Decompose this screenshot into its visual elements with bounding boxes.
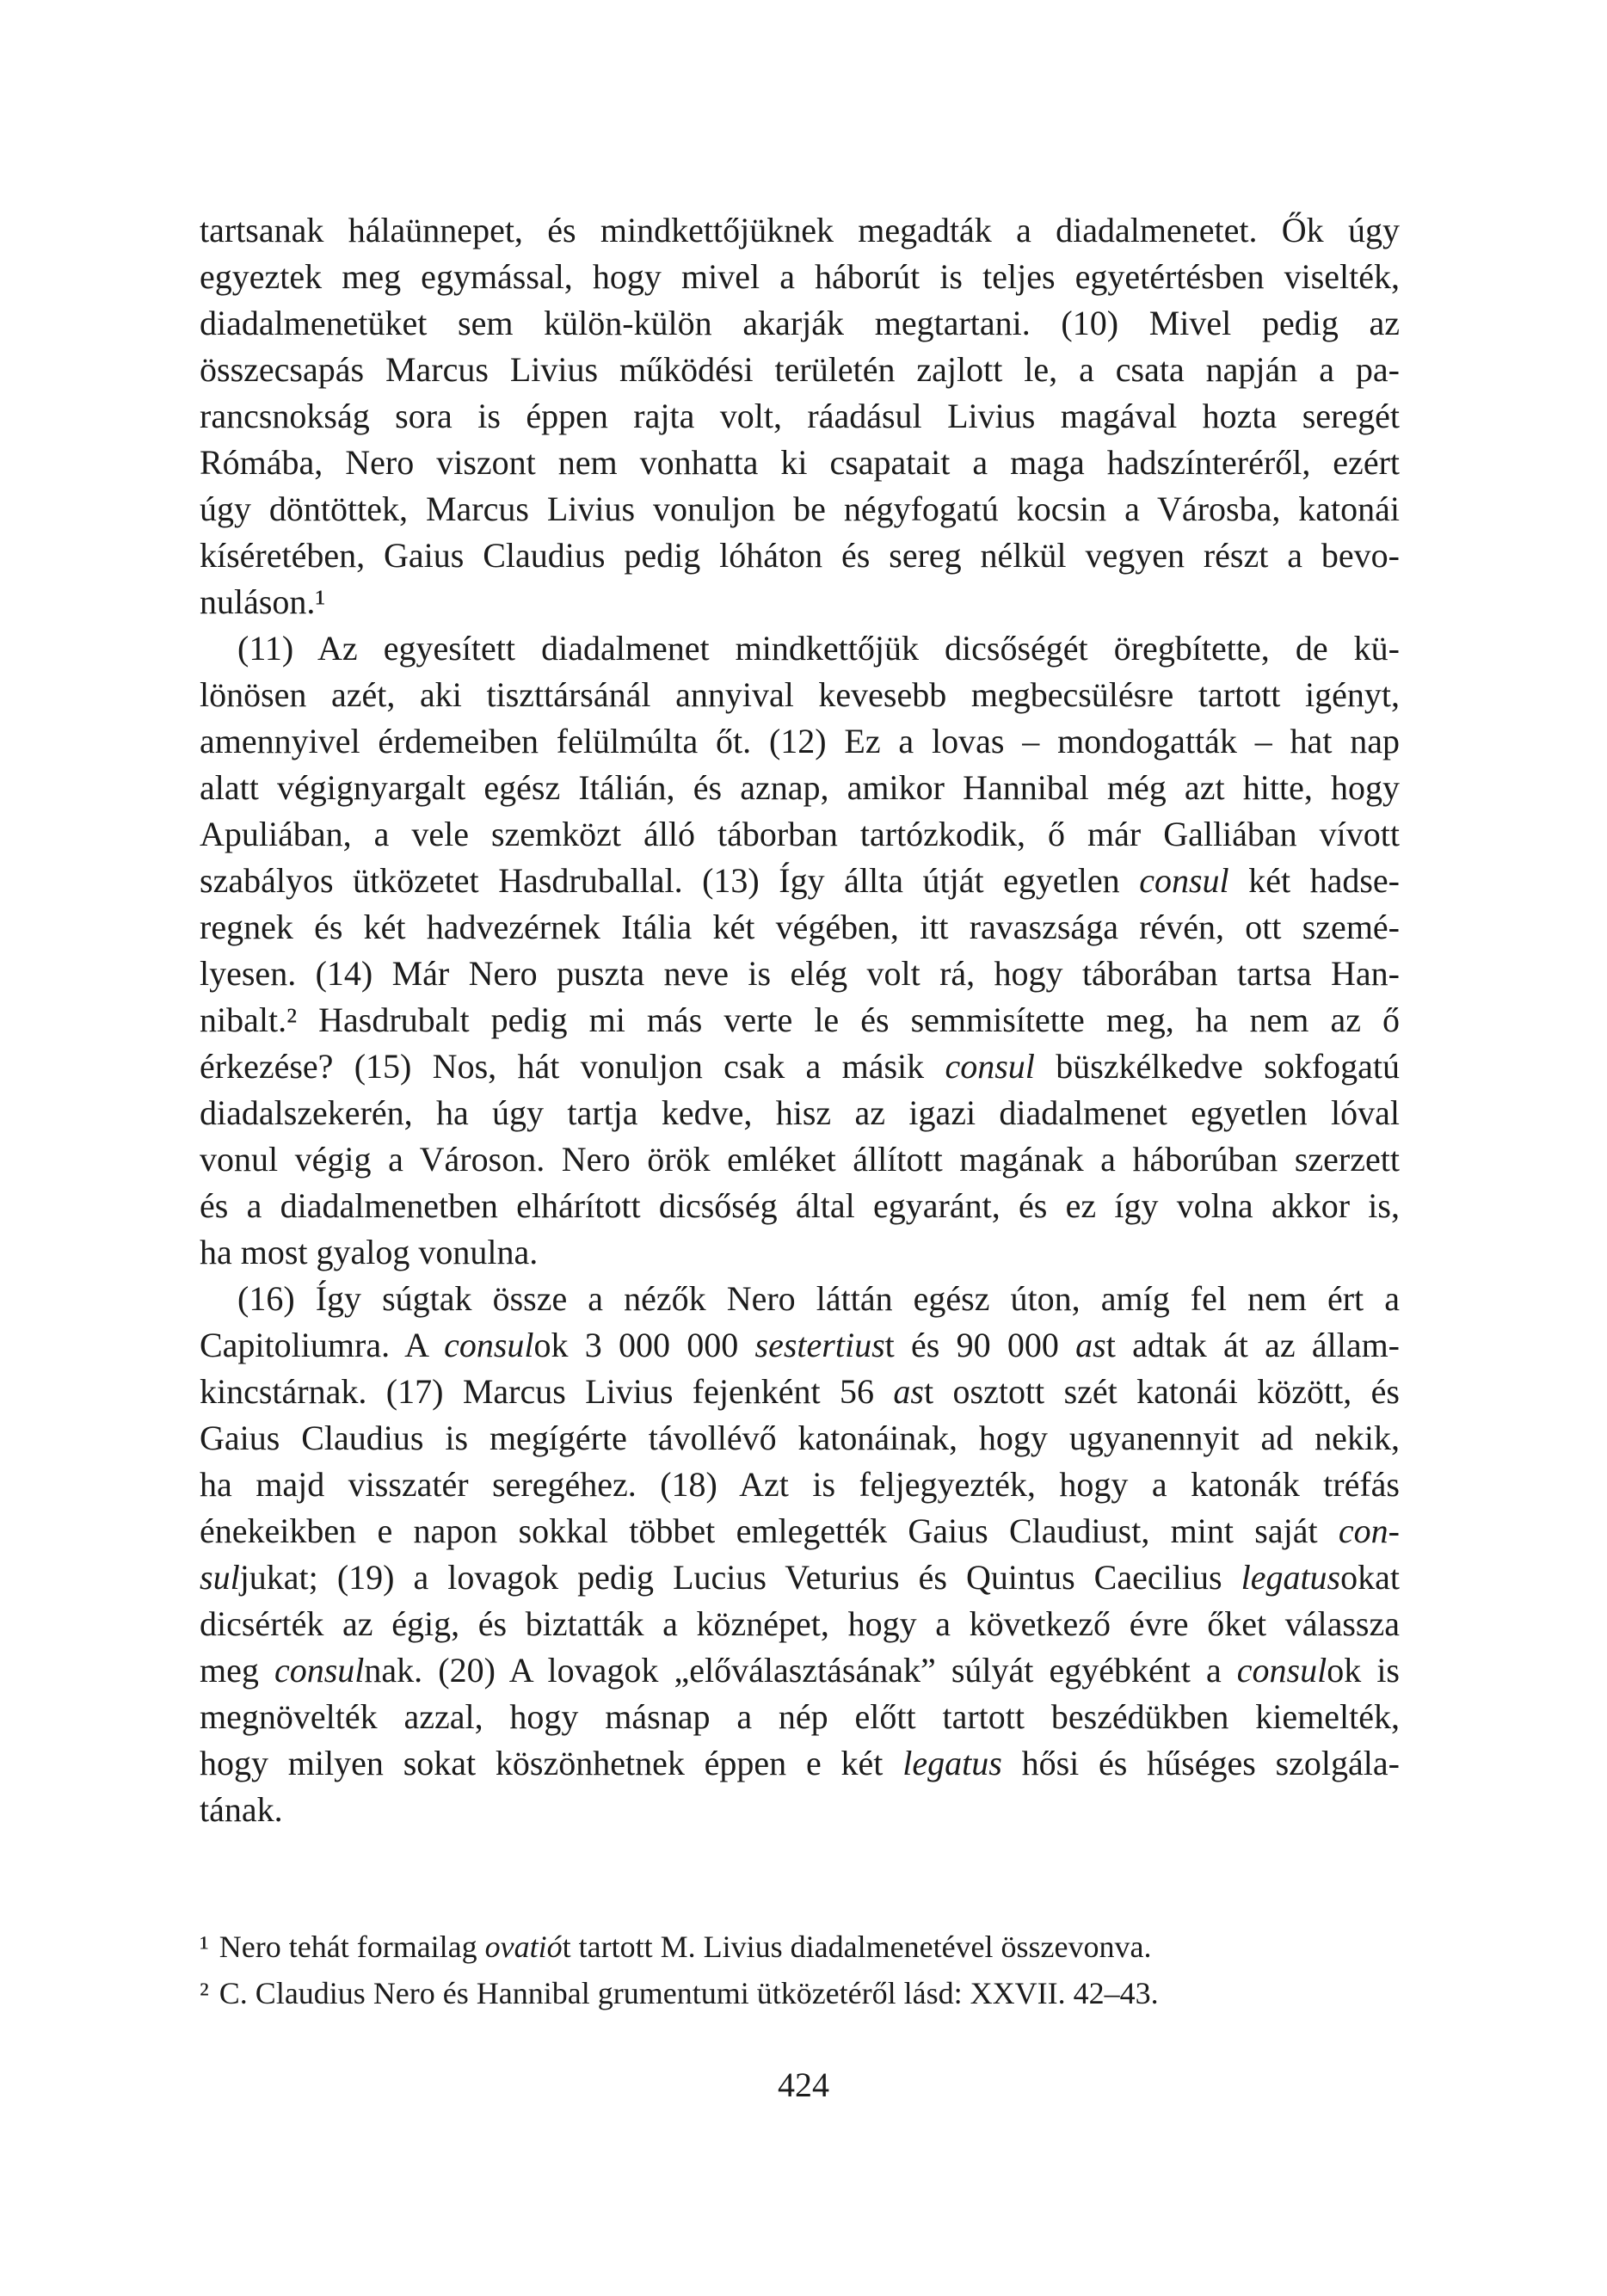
text-line: regnek és két hadvezérnek Itália két végében, itt ravaszsága révén, ott szemé-	[200, 908, 1400, 946]
text-line: diadalmenetüket sem külön-külön akarják megtartani. (10) Mivel pedig az	[200, 304, 1400, 342]
page-number: 424	[778, 2065, 829, 2104]
paragraph	[200, 207, 1400, 625]
text-line: és a diadalmenetben elhárított dicsőség által egyaránt, és ez így volna akkor is,	[200, 1186, 1400, 1225]
text-line: megnövelték azzal, hogy másnap a nép előtt tartott beszédükben kiemelték,	[200, 1697, 1400, 1736]
text-line: vonul végig a Városon. Nero örök emléket állított magának a háborúban szerzett	[200, 1140, 1400, 1179]
text-line: Gaius Claudius is megígérte távollévő katonáinak, hogy ugyanennyit ad nekik,	[200, 1419, 1400, 1457]
text-line	[200, 858, 1400, 904]
text-segment: büszkélkedve sokfogatú	[1034, 1047, 1400, 1086]
text-segment: szabályos ütközetet Hasdruballal. (13) Így állta útját egyetlen	[200, 861, 1140, 900]
text-segment: két hadse-	[1228, 861, 1400, 900]
italic-term: legatus	[902, 1744, 1002, 1782]
text-line: kíséretében, Gaius Claudius pedig lóháton és sereg nélkül vegyen részt a bevo-	[200, 536, 1400, 575]
italic-term: as	[1075, 1326, 1106, 1364]
italic-term: consul	[945, 1047, 1035, 1086]
text-segment: jukat; (19) a lovagok pedig Lucius Veturius és Quintus Caecilius	[239, 1558, 1241, 1597]
text-segment: énekeikben e napon sokkal többet emlegették Gaius Claudiust, mint saját	[200, 1511, 1339, 1550]
text-line	[200, 1554, 1400, 1601]
footnote-text: Nero tehát formailag	[219, 1930, 485, 1964]
text-line: dicsérték az égig, és biztatták a köznépet, hogy a következő évre őket válassza	[200, 1604, 1400, 1643]
footnotes	[200, 1924, 1400, 2016]
italic-term: consul	[274, 1651, 365, 1690]
main-text	[200, 207, 1400, 1833]
footnote	[200, 1970, 1400, 2016]
text-segment: nak. (20) A lovagok „előválasztásának” súlyát egyébként a	[364, 1651, 1237, 1690]
text-line	[200, 1369, 1400, 1415]
text-line: ha majd visszatér seregéhez. (18) Azt is feljegyezték, hogy a katonák tréfás	[200, 1465, 1400, 1504]
footnote-marker: ¹	[200, 1930, 209, 1964]
text-line: úgy döntöttek, Marcus Livius vonuljon be négyfogatú kocsin a Városba, katonái	[200, 489, 1400, 528]
footnote-text: t tartott M. Livius diadalmenetével összevonva.	[562, 1930, 1152, 1964]
footnote-text: C. Claudius Nero és Hannibal grumentumi ütközetéről lásd: XXVII. 42–43.	[219, 1976, 1159, 2010]
text-line: ha most gyalog vonulna.	[200, 1233, 539, 1271]
text-line: lyesen. (14) Már Nero puszta neve is elég volt rá, hogy táborában tartsa Han-	[200, 954, 1400, 993]
text-segment: t és 90 000	[884, 1326, 1076, 1364]
text-line: Rómába, Nero viszont nem vonhatta ki csapatait a maga hadszínteréről, ezért	[200, 443, 1400, 482]
text-line	[200, 1322, 1400, 1369]
text-segment: ok 3 000 000	[533, 1326, 755, 1364]
italic-term: consul	[1139, 861, 1229, 900]
text-line: amennyivel érdemeiben felülmúlta őt. (12) Ez a lovas – mondogatták – hat nap	[200, 722, 1400, 760]
text-line: tának.	[200, 1790, 283, 1829]
text-line: tartsanak hálaünnepet, és mindkettőjüknek megadták a diadalmenetet. Ők úgy	[200, 211, 1400, 249]
text-line	[200, 1043, 1400, 1090]
text-line: (16) Így súgtak össze a nézők Nero láttán egész úton, amíg fel nem ért a	[237, 1279, 1400, 1318]
text-line	[200, 1508, 1400, 1554]
text-line: összecsapás Marcus Livius működési területén zajlott le, a csata napján a pa-	[200, 350, 1400, 389]
text-line: (11) Az egyesített diadalmenet mindkettőjük dicsőségét öregbítette, de kü-	[237, 629, 1400, 668]
text-segment: ok is	[1327, 1651, 1400, 1690]
text-line	[200, 1647, 1400, 1694]
text-segment: kincstárnak. (17) Marcus Livius fejenként 56	[200, 1372, 894, 1411]
text-line: rancsnokság sora is éppen rajta volt, ráadásul Livius magával hozta seregét	[200, 397, 1400, 435]
text-line: lönösen azét, aki tiszttársánál annyival kevesebb megbecsülésre tartott igényt,	[200, 675, 1400, 714]
text-segment: érkezése? (15) Nos, hát vonuljon csak a másik	[200, 1047, 945, 1086]
paragraph	[200, 625, 1400, 1276]
text-segment: hogy milyen sokat köszönhetnek éppen e két	[200, 1744, 903, 1782]
italic-term: as	[893, 1372, 924, 1411]
italic-term: consul	[444, 1326, 534, 1364]
italic-term: consul	[1236, 1651, 1327, 1690]
italic-term: ovatió	[484, 1930, 563, 1964]
footnote	[200, 1924, 1400, 1970]
text-segment: Capitoliumra. A	[200, 1326, 445, 1364]
paragraph	[200, 1276, 1400, 1833]
text-line: Apuliában, a vele szemközt álló táborban tartózkodik, ő már Galliában vívott	[200, 815, 1400, 853]
italic-term: con-	[1338, 1511, 1400, 1550]
italic-term: legatus	[1241, 1558, 1341, 1597]
italic-term: sestertius	[754, 1326, 885, 1364]
text-segment: t osztott szét katonái között, és	[924, 1372, 1400, 1411]
text-line: alatt végignyargalt egész Itálián, és aznap, amikor Hannibal még azt hitte, hogy	[200, 768, 1400, 807]
footnote-marker: ²	[200, 1976, 209, 2010]
text-segment: meg	[200, 1651, 274, 1690]
text-segment: t adtak át az állam-	[1105, 1326, 1400, 1364]
text-line: nuláson.¹	[200, 582, 326, 621]
text-line	[200, 1740, 1400, 1787]
italic-term: sul	[200, 1558, 240, 1597]
text-line: nibalt.² Hasdrubalt pedig mi más verte le és semmisítette meg, ha nem az ő	[200, 1000, 1400, 1039]
text-segment: hősi és hűséges szolgála-	[1001, 1744, 1400, 1782]
text-line: diadalszekerén, ha úgy tartja kedve, hisz az igazi diadalmenet egyetlen lóval	[200, 1093, 1400, 1132]
text-line: egyeztek meg egymással, hogy mivel a háborút is teljes egyetértésben viselték,	[200, 257, 1400, 296]
text-segment: okat	[1340, 1558, 1400, 1597]
